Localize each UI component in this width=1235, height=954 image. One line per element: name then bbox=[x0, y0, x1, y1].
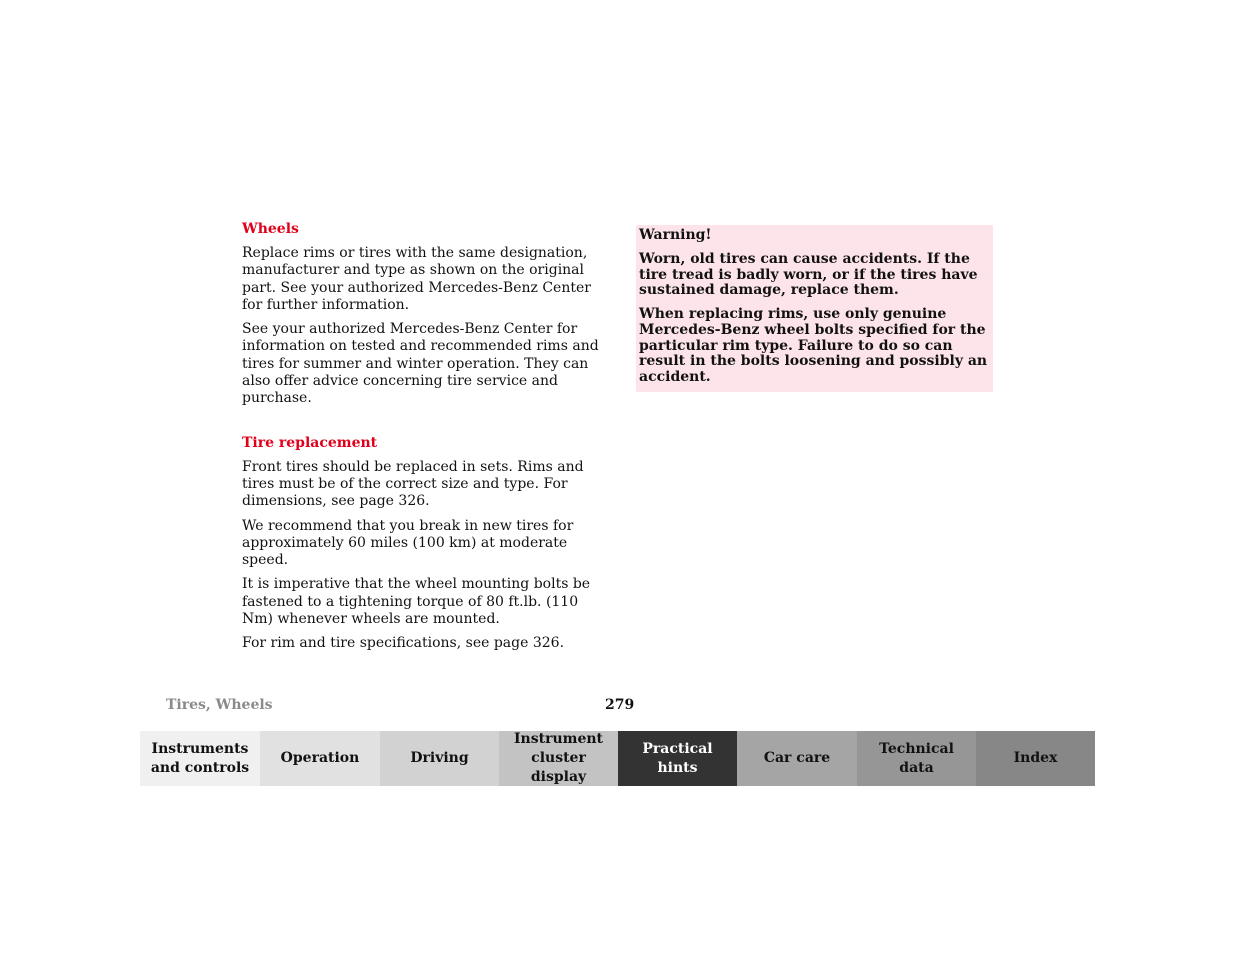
footer-section-name: Tires, Wheels bbox=[166, 697, 273, 713]
nav-tab-driving[interactable]: Driving bbox=[380, 731, 499, 786]
section-heading-tire-replacement: Tire replacement bbox=[242, 434, 378, 451]
paragraph: Front tires should be replaced in sets. Rims and tires must be of the correct size and type. For dimensions, see page 326. bbox=[242, 458, 584, 510]
section-heading-wheels: Wheels bbox=[242, 221, 299, 237]
warning-paragraph: Worn, old tires can cause accidents. If the tire tread is badly worn, or if the tires have sustained damage, replace them. bbox=[639, 251, 978, 299]
nav-tab-car-care[interactable]: Car care bbox=[737, 731, 857, 786]
main-content-column bbox=[242, 220, 602, 660]
paragraph: It is imperative that the wheel mounting bolts be fastened to a tightening torque of 80 ft.lb. (110 Nm) whenever wheels are mounted. bbox=[242, 576, 591, 628]
paragraph: We recommend that you break in new tires for approximately 60 miles (100 km) at moderate speed. bbox=[242, 517, 574, 569]
nav-tab-index[interactable]: Index bbox=[976, 731, 1095, 786]
nav-tab-instruments-and-controls[interactable]: Instruments and controls bbox=[140, 731, 260, 786]
page-number: 279 bbox=[605, 697, 635, 713]
paragraph: Replace rims or tires with the same designation, manufacturer and type as shown on the original part. See your authorized Mercedes-Benz Center for further information. bbox=[242, 245, 591, 313]
warning-paragraph: When replacing rims, use only genuine Mercedes-Benz wheel bolts specified for the particular rim type. Failure to do so can result in the bolts loosening and possibly an accident. bbox=[639, 306, 988, 385]
warning-title: Warning! bbox=[639, 227, 712, 243]
nav-tab-technical-data[interactable]: Technical data bbox=[857, 731, 976, 786]
nav-tab-practical-hints[interactable]: Practical hints bbox=[618, 731, 737, 786]
chapter-nav-bar bbox=[140, 731, 1095, 786]
paragraph: See your authorized Mercedes-Benz Center for information on tested and recommended rims and tires for summer and winter operation. They can also offer advice concerning tire service and purchase. bbox=[242, 321, 599, 407]
nav-tab-instrument-cluster-display[interactable]: Instrument cluster display bbox=[499, 731, 618, 786]
nav-tab-operation[interactable]: Operation bbox=[260, 731, 380, 786]
paragraph: For rim and tire specifications, see page 326. bbox=[242, 635, 565, 652]
warning-box bbox=[636, 225, 993, 392]
